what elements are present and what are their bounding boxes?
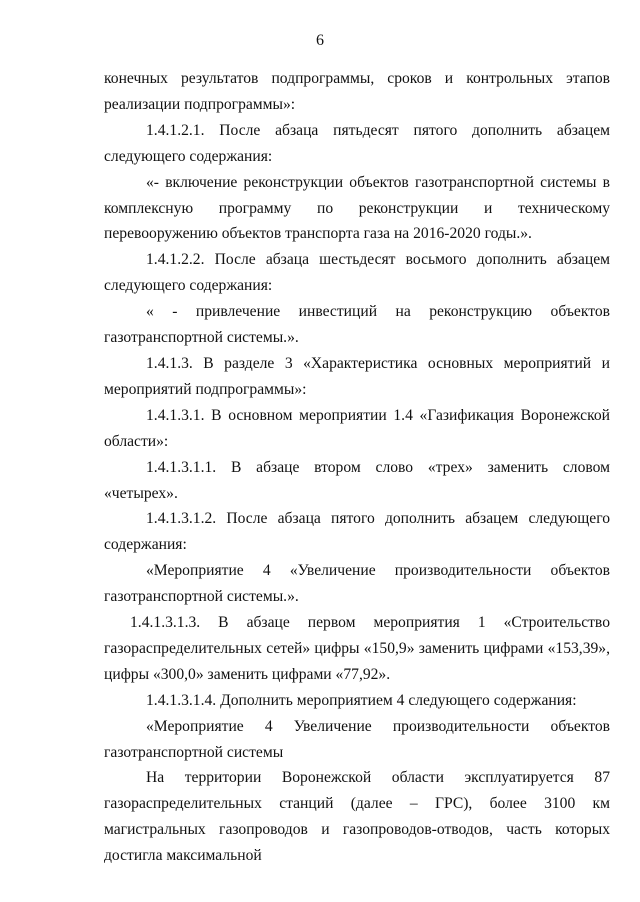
paragraph: 1.4.1.3.1. В основном мероприятии 1.4 «Газификация Воронежской области»: [104,406,610,450]
paragraph: 1.4.1.3. В разделе 3 «Характеристика основных мероприятий и мероприятий подпрограммы»: [104,354,610,398]
paragraph: 1.4.1.3.1.4. Дополнить мероприятием 4 следующего содержания: [146,691,577,709]
paragraph: 1.4.1.3.1.1. В абзаце втором слово «трех» заменить словом «четырех». [104,458,610,502]
paragraph: « - привлечение инвестиций на реконструкцию объектов газотранспортной системы.». [104,303,610,347]
paragraph: «- включение реконструкции объектов газотранспортной системы в комплексную программу по реконструкции и техническому перевооружению объектов транспорта газа на 2016-2020 годы.». [104,173,610,243]
page-number: 6 [316,32,324,49]
paragraph: 1.4.1.2.1. После абзаца пятьдесят пятого дополнить абзацем следующего содержания: [104,121,610,165]
paragraph: На территории Воронежской области эксплуатируется 87 газораспределительных станций (далее – ГРС), более 3100 км магистральных газопроводов и газопроводов-отводов, часть которых достигла максимальной [104,769,610,865]
paragraph: «Мероприятие 4 Увеличение производительности объектов газотранспортной системы [104,717,610,761]
paragraph: 1.4.1.3.1.2. После абзаца пятого дополнить абзацем следующего содержания: [104,510,610,554]
paragraph: конечных результатов подпрограммы, сроков и контрольных этапов реализации подпрограммы»: [104,70,610,113]
paragraph: 1.4.1.3.1.3. В абзаце первом мероприятия 1 «Строительство газораспределительных сетей» цифры «150,9» заменить цифрами «153,39», цифры «300,0» заменить цифрами «77,92». [104,614,610,683]
paragraph: «Мероприятие 4 «Увеличение производительности объектов газотранспортной системы.». [104,562,610,606]
document-body [104,66,610,869]
paragraph: 1.4.1.2.2. После абзаца шестьдесят восьмого дополнить абзацем следующего содержания: [104,251,610,295]
